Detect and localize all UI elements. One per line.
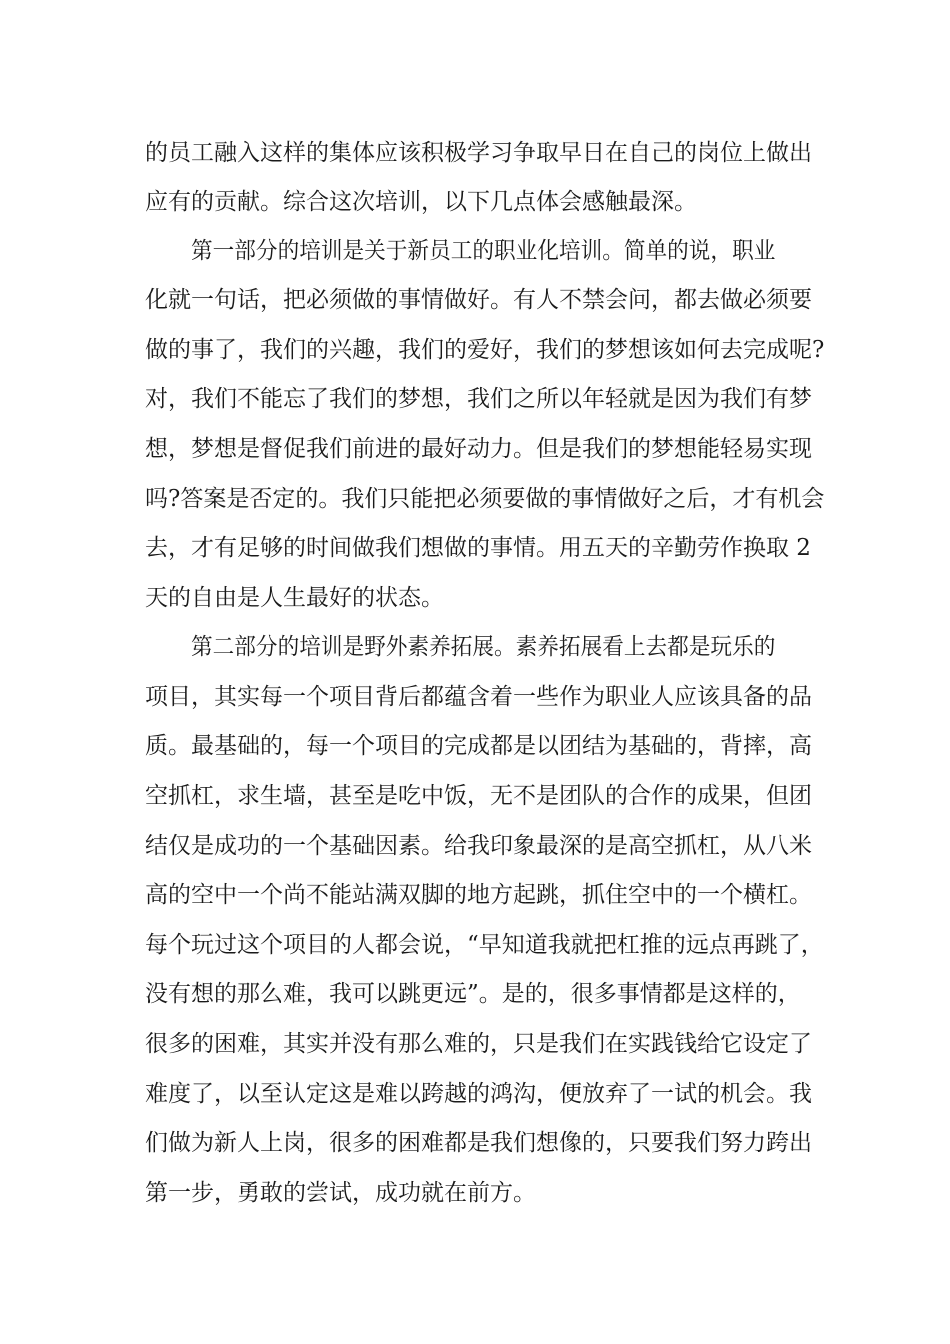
text-line: 每个玩过这个项目的人都会说，“早知道我就把杠推的远点再跳了， bbox=[145, 932, 824, 958]
text-line: 难度了，以至认定这是难以跨越的鸿沟，便放弃了一试的机会。我 bbox=[145, 1081, 812, 1107]
text-line: 质。最基础的，每一个项目的完成都是以团结为基础的，背摔，高 bbox=[145, 733, 812, 759]
text-line: 做的事了，我们的兴趣，我们的爱好，我们的梦想该如何去完成呢? bbox=[145, 337, 825, 363]
text-line: 化就一句话，把必须做的事情做好。有人不禁会问，都去做必须要 bbox=[145, 287, 812, 313]
text-line: 第一步，勇敢的尝试，成功就在前方。 bbox=[145, 1180, 536, 1206]
text-line: 对，我们不能忘了我们的梦想，我们之所以年轻就是因为我们有梦 bbox=[145, 386, 812, 412]
text-line: 去，才有足够的时间做我们想做的事情。用五天的辛勤劳作换取 2 bbox=[145, 535, 811, 561]
text-line: 很多的困难，其实并没有那么难的，只是我们在实践钱给它设定了 bbox=[145, 1031, 812, 1057]
text-line: 没有想的那么难，我可以跳更远”。是的，很多事情都是这样的， bbox=[145, 981, 801, 1007]
text-line: 吗?答案是否定的。我们只能把必须要做的事情做好之后，才有机会 bbox=[145, 486, 825, 512]
text-line: 的员工融入这样的集体应该积极学习争取早日在自己的岗位上做出 bbox=[145, 140, 812, 166]
text-line: 项目，其实每一个项目背后都蕴含着一些作为职业人应该具备的品 bbox=[145, 684, 812, 710]
paragraph-start-line: 第二部分的培训是野外素养拓展。素养拓展看上去都是玩乐的 bbox=[191, 634, 776, 660]
text-line: 高的空中一个尚不能站满双脚的地方起跳，抓住空中的一个横杠。 bbox=[145, 882, 812, 908]
text-line: 应有的贡献。综合这次培训，以下几点体会感触最深。 bbox=[145, 189, 697, 215]
text-line: 们做为新人上岗，很多的困难都是我们想像的，只要我们努力跨出 bbox=[145, 1130, 812, 1156]
text-line: 空抓杠，求生墙，甚至是吃中饭，无不是团队的合作的成果，但团 bbox=[145, 783, 812, 809]
text-line: 想，梦想是督促我们前进的最好动力。但是我们的梦想能轻易实现 bbox=[145, 436, 812, 462]
paragraph-start-line: 第一部分的培训是关于新员工的职业化培训。简单的说，职业 bbox=[191, 238, 776, 264]
text-line: 天的自由是人生最好的状态。 bbox=[145, 585, 444, 611]
text-line: 结仅是成功的一个基础因素。给我印象最深的是高空抓杠，从八米 bbox=[145, 833, 812, 859]
